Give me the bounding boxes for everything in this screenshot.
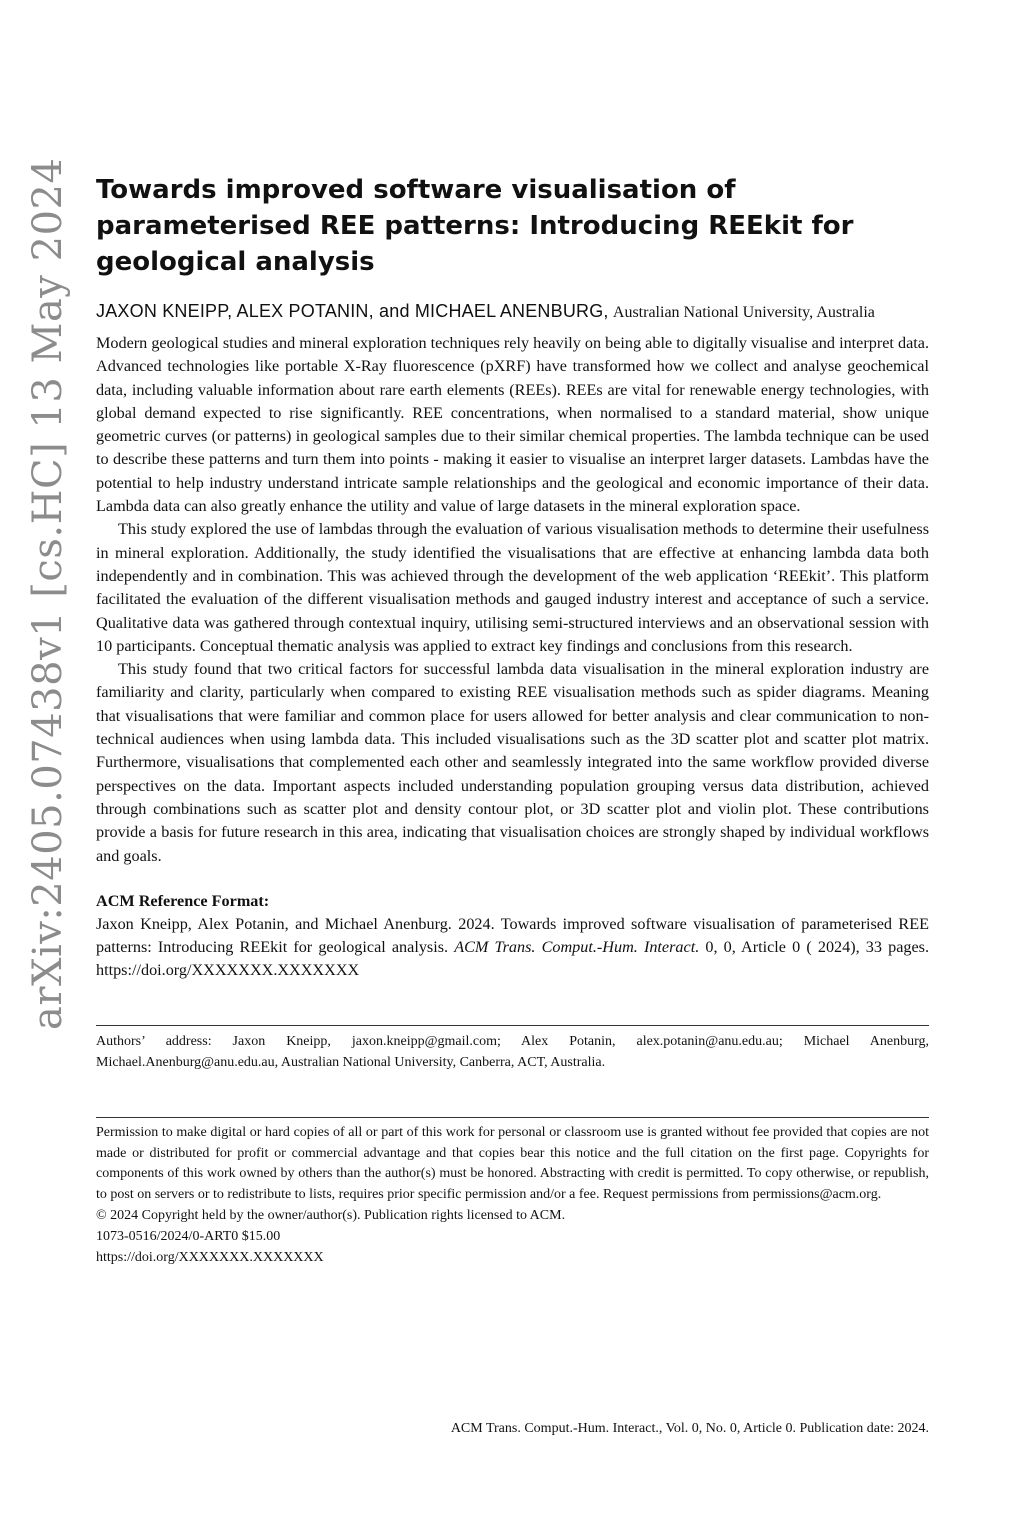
- arxiv-identifier-stamp: arXiv:2405.07438v1 [cs.HC] 13 May 2024: [25, 157, 71, 1030]
- abstract-paragraph: Modern geological studies and mineral exploration techniques rely heavily on being able to digitally visualise and interpret data. Advanced technologies like portable X-Ray fluorescence (pXRF) have transformed how we collect and analyse geochemical data, including valuable information about rare earth elements (REEs). REEs are vital for renewable energy technologies, with global demand expected to rise significantly. REE concentrations, when normalised to a standard material, show unique geometric curves (or patterns) in geological samples due to their similar chemical properties. The lambda technique can be used to describe these patterns and turn them into points - making it easier to visualise an interpret larger datasets. Lambdas have the potential to help industry understand intricate sample relationships and the geological and economic importance of their data. Lambda data can also greatly enhance the utility and value of large datasets in the mineral exploration space.: [96, 334, 929, 516]
- paper-title: Towards improved software visualisation of parameterised REE patterns: Introducing REEkit for geological analysis: [96, 175, 854, 277]
- reference-format-citation: [96, 913, 929, 983]
- citation-text: Jaxon Kneipp, Alex Potanin, and Michael Anenburg. 2024. Towards improved software visualisation of parameterised REE patterns: Introducing REEkit for geological analysis.: [96, 914, 929, 957]
- author-line: [96, 298, 929, 326]
- copyright-line: © 2024 Copyright held by the owner/author(s). Publication rights licensed to ACM.: [96, 1207, 566, 1223]
- permission-divider: [96, 1117, 929, 1118]
- doi-link[interactable]: https://doi.org/XXXXXXX.XXXXXXX: [96, 1249, 324, 1265]
- abstract-paragraph: This study explored the use of lambdas through the evaluation of various visualisation methods to determine their usefulness in mineral exploration. Additionally, the study identified the visualisations that are effective at enhancing lambda data both independently and in combination. This was achieved through the development of the web application ‘REEkit’. This platform facilitated the evaluation of the different visualisation methods and gauged industry interest and acceptance of such a service. Qualitative data was gathered through contextual inquiry, utilising semi-structured interviews and an observational session with 10 participants. Conceptual thematic analysis was applied to extract key findings and conclusions from this research.: [96, 520, 929, 655]
- reference-format-heading: ACM Reference Format:: [96, 891, 270, 910]
- issn-line: 1073-0516/2024/0-ART0 $15.00: [96, 1228, 281, 1244]
- page-footer: ACM Trans. Comput.-Hum. Interact., Vol. 0, No. 0, Article 0. Publication date: 2024.: [450, 1421, 929, 1436]
- author-affiliation: Australian National University, Australia: [612, 304, 875, 321]
- abstract-paragraph: This study found that two critical factors for successful lambda data visualisation in the mineral exploration industry are familiarity and clarity, particularly when compared to existing REE visualisation methods such as spider diagrams. Meaning that visualisations that were familiar and common place for users allowed for better analysis and clear communication to non-technical audiences when using lambda data. This included visualisations such as the 3D scatter plot and scatter plot matrix. Furthermore, visualisations that complemented each other and seamlessly integrated into the same workflow provided diverse perspectives on the data. Important aspects included understanding population grouping versus data distribution, achieved through combinations such as scatter plot and density contour plot, or 3D scatter plot and violin plot. These contributions provide a basis for future research in this area, indicating that visualisation choices are strongly shaped by individual workflows and goals.: [96, 660, 929, 865]
- paper-first-page: [96, 172, 929, 1268]
- permission-notice: Permission to make digital or hard copies of all or part of this work for personal or classroom use is granted without fee provided that copies are not made or distributed for profit or commercial advantage and that copies bear this notice and the full citation on the first page. Copyrights for components of this work owned by others than the author(s) must be honored. Abstracting with credit is permitted. To copy otherwise, or republish, to post on servers or to redistribute to lists, requires prior specific permission and/or a fee. Request permissions from permissions@acm.org.: [96, 1124, 929, 1203]
- citation-venue: ACM Trans. Comput.-Hum. Interact.: [454, 938, 700, 957]
- address-divider: [96, 1025, 929, 1026]
- abstract: [96, 332, 929, 868]
- citation-details: 0, 0, Article 0 ( 2024), 33 pages. https://doi.org/XXXXXXX.XXXXXXX: [96, 938, 930, 980]
- authors-address: Authors’ address: Jaxon Kneipp, jaxon.kneipp@gmail.com; Alex Potanin, alex.potanin@anu.edu.au; Michael Anenburg, Michael.Anenburg@anu.edu.au, Australian National University, Canberra, ACT, Australia.: [96, 1033, 929, 1070]
- author-names: JAXON KNEIPP, ALEX POTANIN, and MICHAEL ANENBURG,: [96, 301, 609, 321]
